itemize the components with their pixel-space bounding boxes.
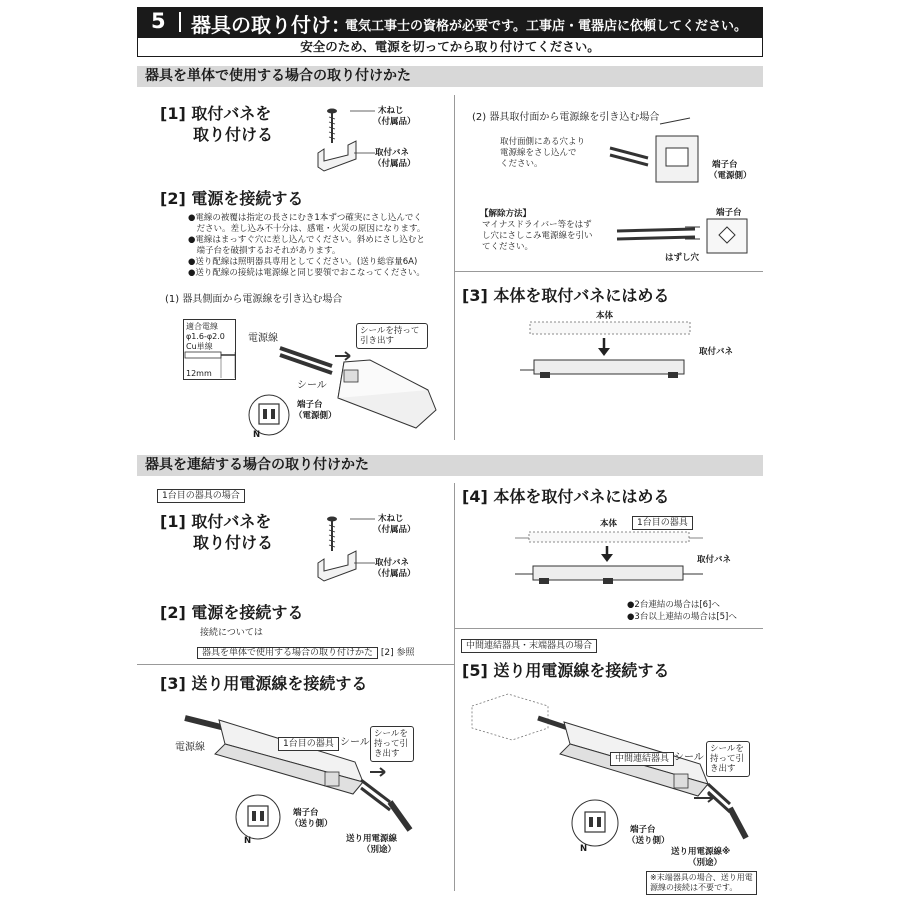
two-unit-note: ●2台連結の場合は[6]へ bbox=[627, 600, 720, 610]
wood-screw-sub: （付属品） bbox=[373, 525, 416, 535]
warning-line: ●電線の被覆は指定の長さにむき1本ずつ確実にさし込んでく bbox=[188, 213, 422, 223]
end-fixture-footnote bbox=[646, 871, 757, 895]
spring-and-screw-illustration bbox=[310, 513, 380, 593]
neutral-mark: N bbox=[580, 844, 588, 854]
wire-spec-line: 適合電線 bbox=[186, 322, 218, 331]
section-title-bar bbox=[137, 7, 763, 37]
spring-label: 取付バネ bbox=[375, 148, 410, 158]
spring-sub: （付属品） bbox=[373, 159, 416, 169]
wood-screw-label: 木ねじ bbox=[378, 106, 404, 116]
single-step3-title: [3] 本体を取付バネにはめる bbox=[462, 286, 670, 305]
fixture-tag: 中間連結器具 bbox=[610, 752, 674, 766]
case2-desc-line: 電源線をさし込んで bbox=[500, 148, 577, 158]
feed-wire-sub: （別途） bbox=[688, 858, 723, 868]
pull-seal-callout bbox=[706, 741, 750, 777]
linked-step5-title: [5] 送り用電源線を接続する bbox=[462, 661, 670, 680]
release-desc bbox=[482, 220, 593, 253]
case2-terminal: 端子台 bbox=[712, 160, 738, 170]
release-hole-label: はずし穴 bbox=[665, 253, 700, 263]
safety-note: 安全のため、電源を切ってから取り付けてください。 bbox=[137, 37, 763, 57]
terminal-label: 端子台 bbox=[630, 825, 656, 835]
release-desc-line: し穴にさしこみ電源線を引い bbox=[482, 231, 593, 241]
pull-seal-callout bbox=[356, 323, 428, 349]
linked-install-heading: 器具を連結する場合の取り付けかた bbox=[137, 455, 763, 476]
callout-line: シールを bbox=[374, 729, 408, 739]
linked-step1-title-line2: 取り付ける bbox=[193, 533, 274, 552]
page-title: 器具の取り付け： bbox=[191, 13, 351, 37]
feed-wire-label: 送り用電源線 bbox=[346, 834, 398, 844]
warning-line: ●電線はまっすぐ穴に差し込んでください。斜めにさし込むと bbox=[188, 235, 425, 245]
release-title: 【解除方法】 bbox=[480, 209, 532, 219]
case2-title: (2) 器具取付面から電源線を引き込む場合 bbox=[472, 112, 660, 123]
title-separator bbox=[179, 12, 181, 32]
back-entry-illustration bbox=[590, 118, 710, 188]
three-unit-note: ●3台以上連結の場合は[5]へ bbox=[627, 612, 737, 622]
terminal-closeup bbox=[569, 797, 621, 855]
release-desc-line: マイナスドライバー等をはず bbox=[482, 220, 592, 230]
row-divider bbox=[454, 271, 763, 272]
power-wire-label: 電源線 bbox=[175, 742, 205, 753]
terminal-label: 端子台 bbox=[293, 808, 319, 818]
terminal-closeup bbox=[243, 393, 295, 445]
body-label: 本体 bbox=[596, 311, 614, 321]
callout-line: 引き出す bbox=[360, 336, 395, 346]
case2-desc bbox=[500, 137, 585, 170]
wood-screw-sub: （付属品） bbox=[373, 117, 416, 127]
feed-wire-sub: （別途） bbox=[362, 845, 397, 855]
case2-desc-line: 取付面側にある穴より bbox=[500, 137, 586, 147]
body-mount-illustration bbox=[520, 318, 700, 398]
warning-line: 端子台を破損するおそれがあります。 bbox=[188, 246, 341, 256]
pull-seal-callout bbox=[370, 726, 414, 762]
single-step1-title-line1: [1] 取付バネを bbox=[160, 104, 272, 123]
callout-line: 持って引 bbox=[710, 754, 745, 764]
neutral-mark: N bbox=[244, 836, 252, 846]
feed-wire-label: 送り用電源線※ bbox=[671, 847, 731, 857]
spring-sub: （付属品） bbox=[373, 569, 416, 579]
linked-step1-title-line1: [1] 取付バネを bbox=[160, 512, 272, 531]
mid-fixture-tag: 中間連結器具・末端器具の場合 bbox=[461, 639, 597, 653]
single-step1-title-line2: 取り付ける bbox=[193, 125, 274, 144]
spring-label: 取付バネ bbox=[697, 555, 732, 565]
seal-label: シール bbox=[297, 380, 327, 391]
column-divider bbox=[454, 483, 455, 891]
body-label: 本体 bbox=[600, 519, 618, 529]
spring-label: 取付バネ bbox=[699, 347, 734, 357]
terminal-sub: （送り側） bbox=[290, 819, 333, 829]
callout-line: 持って引 bbox=[374, 739, 409, 749]
wood-screw-label: 木ねじ bbox=[378, 514, 404, 524]
footnote-line: ※末端器具の場合、送り用電 bbox=[650, 873, 753, 882]
linked-step2-title: [2] 電源を接続する bbox=[160, 603, 304, 622]
row-divider bbox=[454, 628, 763, 629]
step-number: 5 bbox=[151, 9, 166, 33]
case2-desc-line: ください。 bbox=[500, 159, 543, 169]
wiring-warnings bbox=[188, 213, 425, 279]
strip-length: 12mm bbox=[186, 369, 212, 378]
linked-step2-ref-pre: 接続については bbox=[200, 628, 263, 638]
warning-line: ●送り配線は照明器具専用としてください。(送り総容量6A) bbox=[188, 257, 418, 267]
callout-line: き出す bbox=[374, 749, 400, 759]
seal-label: シール bbox=[340, 737, 370, 748]
single-install-heading: 器具を単体で使用する場合の取り付けかた bbox=[137, 66, 763, 87]
power-wire-label: 電源線 bbox=[248, 333, 278, 344]
qualification-note: 電気工事士の資格が必要です。工事店・電器店に依頼してください。 bbox=[345, 19, 747, 34]
seal-label: シール bbox=[674, 752, 704, 763]
single-step2-title: [2] 電源を接続する bbox=[160, 189, 304, 208]
callout-line: シールを持って bbox=[360, 326, 420, 336]
callout-line: き出す bbox=[710, 764, 736, 774]
ref-post: [2] 参照 bbox=[378, 648, 415, 658]
fixture-tag: 1台目の器具 bbox=[278, 737, 339, 751]
case1-title: (1) 器具側面から電源線を引き込む場合 bbox=[165, 294, 343, 305]
terminal-sub: （送り側） bbox=[627, 836, 670, 846]
linked-step2-ref bbox=[197, 640, 415, 659]
release-desc-line: てください。 bbox=[482, 242, 534, 252]
linked-step3-title: [3] 送り用電源線を接続する bbox=[160, 674, 368, 693]
warning-line: ださい。差し込み不十分は、感電・火災の原因になります。 bbox=[188, 224, 426, 234]
warning-line: ●送り配線の接続は電源線と同じ要領でおこなってください。 bbox=[188, 268, 425, 278]
spring-label: 取付バネ bbox=[375, 558, 410, 568]
ref-box: 器具を単体で使用する場合の取り付けかた bbox=[197, 647, 378, 659]
column-divider bbox=[454, 95, 455, 440]
terminal-closeup bbox=[232, 793, 284, 849]
first-fixture-tag: 1台目の器具の場合 bbox=[157, 489, 245, 503]
row-divider bbox=[137, 664, 454, 665]
wire-spec-line: φ1.6-φ2.0 bbox=[186, 332, 225, 341]
fixture-tag: 1台目の器具 bbox=[632, 516, 693, 530]
callout-line: シールを bbox=[710, 744, 744, 754]
spring-and-screw-illustration bbox=[310, 105, 380, 185]
release-terminal: 端子台 bbox=[716, 208, 742, 218]
case2-terminal-sub: （電源側） bbox=[709, 171, 752, 181]
terminal-sub: （電源側） bbox=[294, 411, 337, 421]
terminal-label: 端子台 bbox=[297, 400, 323, 410]
body-mount-illustration bbox=[515, 528, 705, 598]
linked-step4-title: [4] 本体を取付バネにはめる bbox=[462, 487, 670, 506]
footnote-line: 源線の接続は不要です。 bbox=[650, 883, 738, 892]
neutral-mark: N bbox=[253, 430, 261, 440]
wire-spec-line: Cu単線 bbox=[186, 342, 213, 351]
